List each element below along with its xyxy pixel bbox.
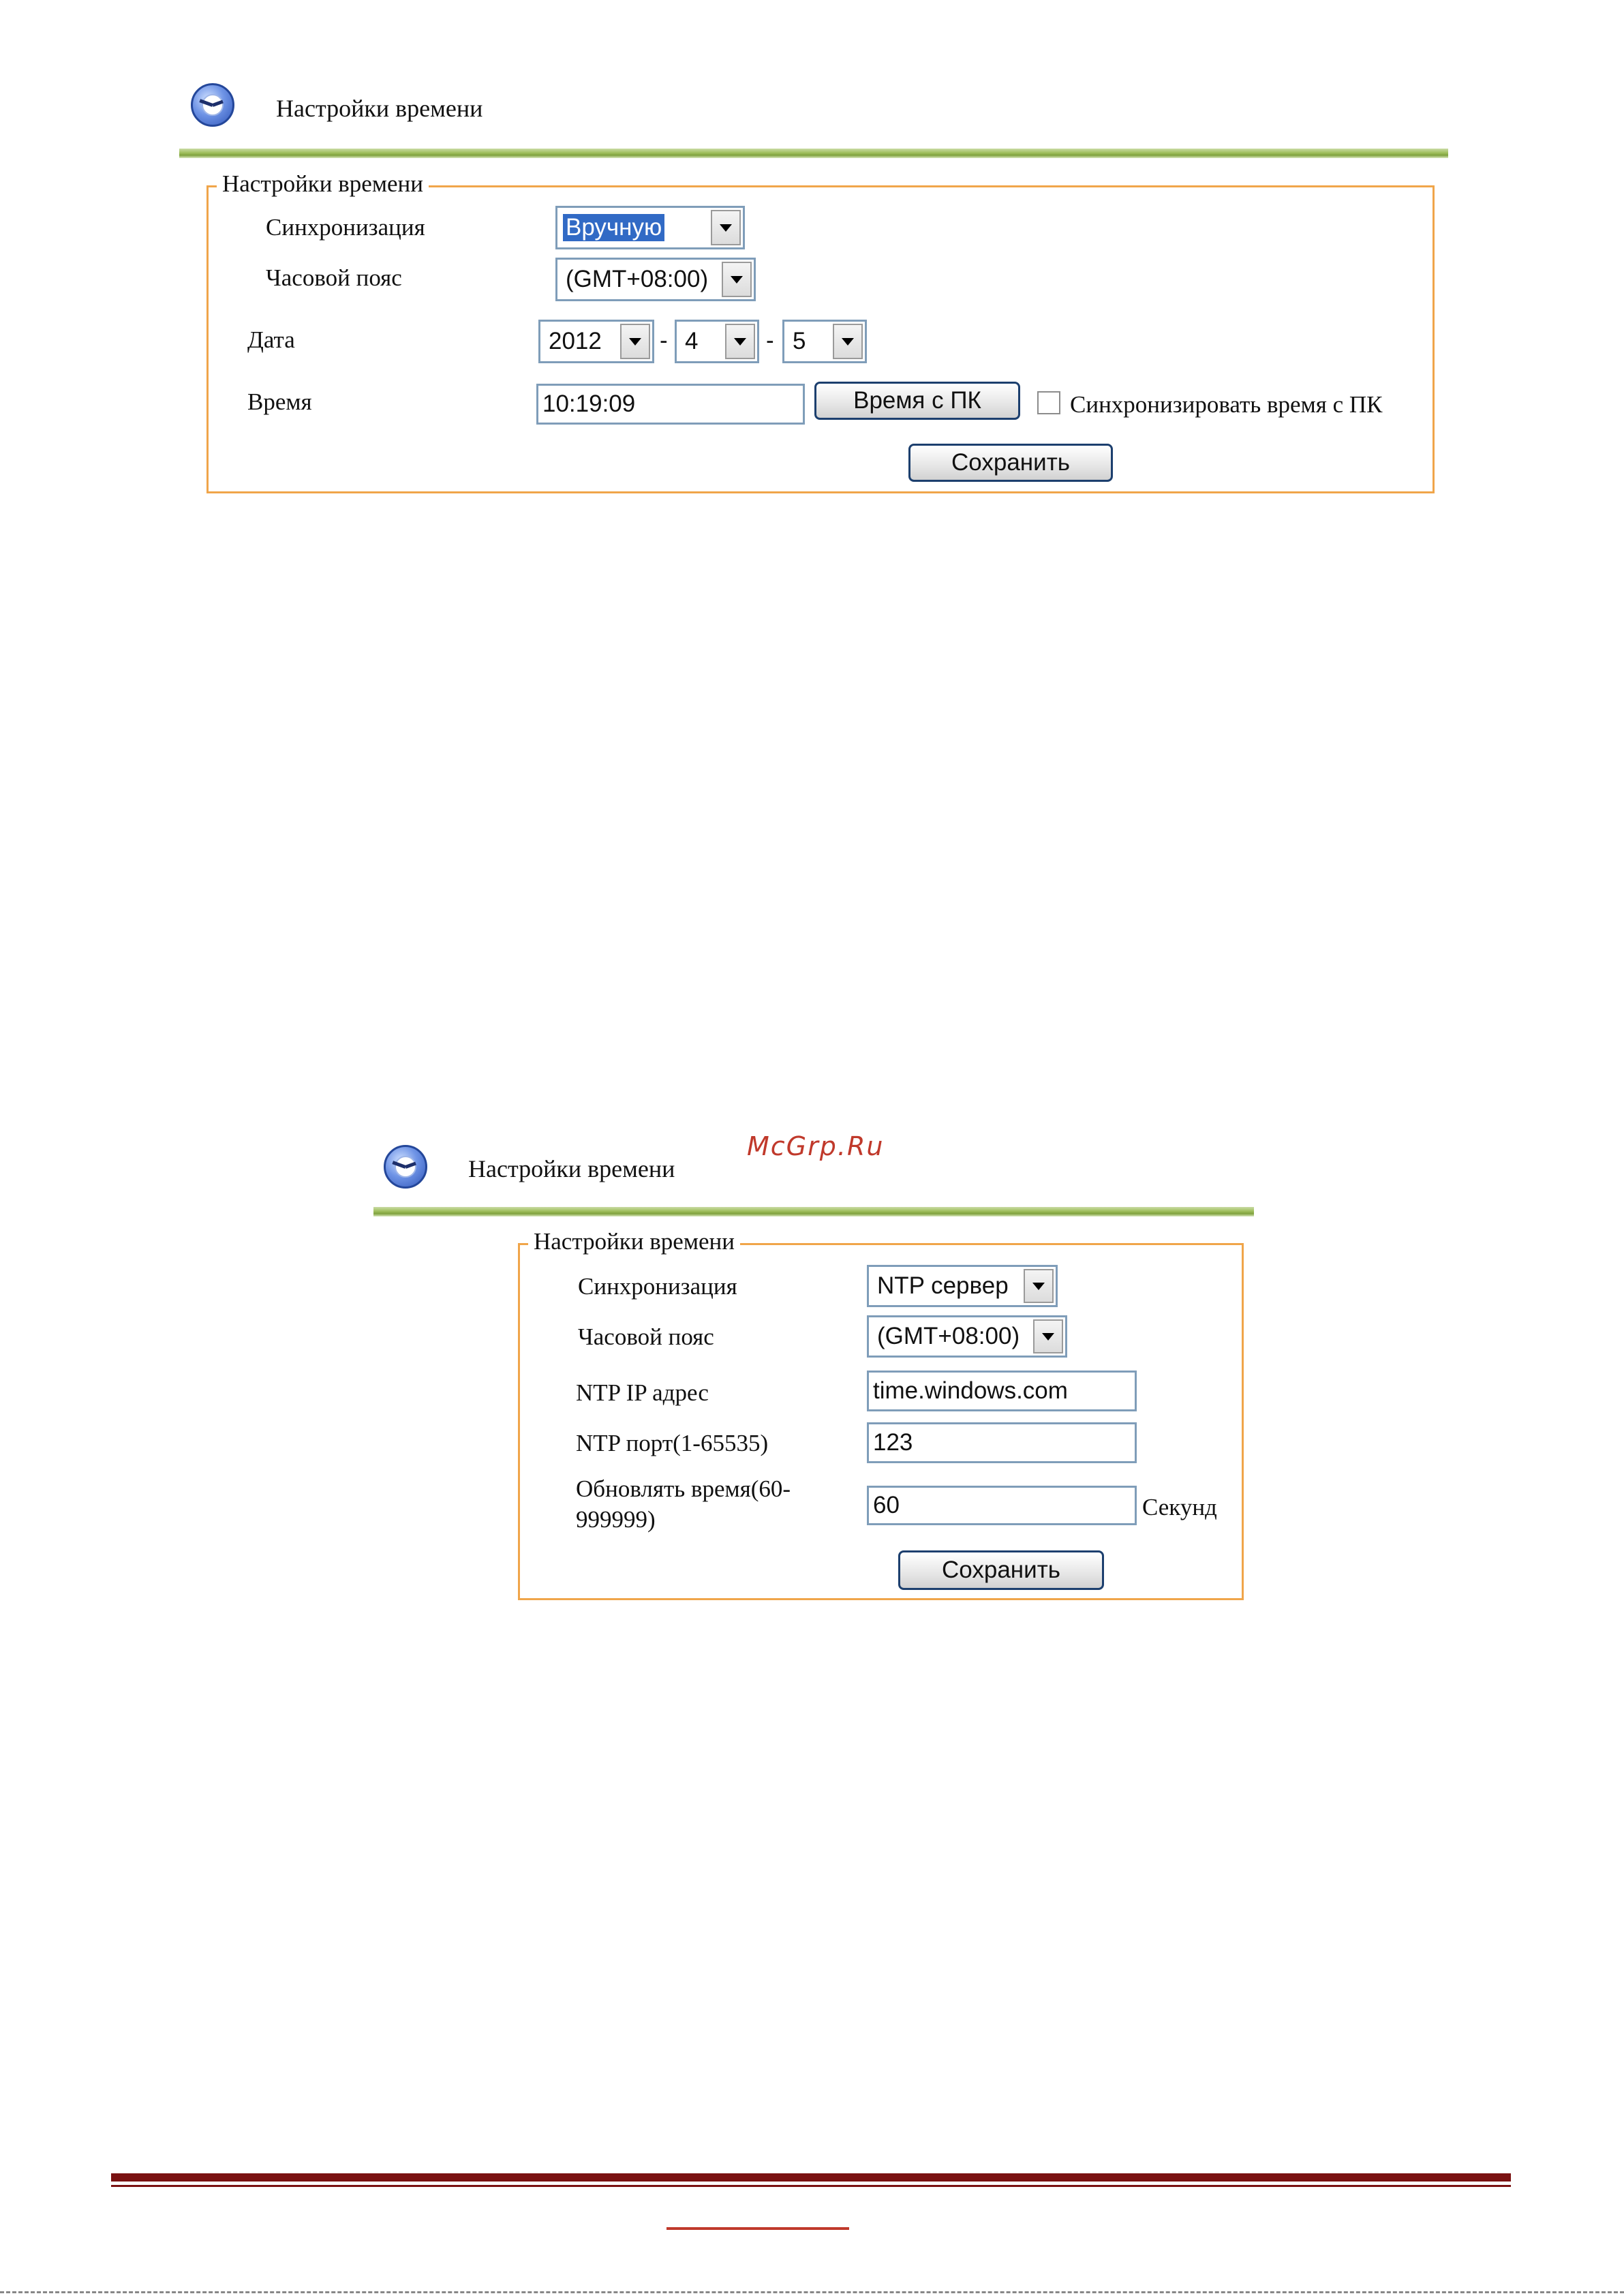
clock-icon [191, 83, 234, 127]
save-label: Сохранить [942, 1557, 1060, 1583]
ntp-ip-label: NTP IP адрес [576, 1379, 709, 1406]
header-rule [373, 1207, 1254, 1216]
ntp-ip-value: time.windows.com [873, 1377, 1068, 1404]
sync-select[interactable] [555, 206, 745, 249]
chevron-down-icon[interactable] [1024, 1269, 1054, 1303]
date-separator: - [766, 327, 774, 354]
time-from-pc-button[interactable] [814, 382, 1020, 420]
update-interval-unit: Секунд [1142, 1494, 1217, 1520]
chevron-down-icon[interactable] [833, 324, 863, 359]
date-separator: - [660, 327, 668, 354]
update-interval-label-line1: Обновлять время(60- [576, 1475, 791, 1502]
date-label: Дата [247, 326, 295, 353]
header-rule [179, 149, 1448, 158]
date-year-select[interactable] [538, 320, 654, 363]
ntp-port-label: NTP порт(1-65535) [576, 1430, 769, 1456]
timezone-select-value: (GMT+08:00) [877, 1323, 1020, 1349]
time-from-pc-label: Время с ПК [853, 387, 981, 414]
date-month-value: 4 [685, 328, 699, 354]
sync-label: Синхронизация [578, 1273, 737, 1300]
date-year-value: 2012 [549, 328, 602, 354]
chevron-down-icon[interactable] [1033, 1319, 1063, 1353]
update-interval-value: 60 [873, 1492, 900, 1518]
sync-with-pc-checkbox[interactable] [1037, 391, 1060, 414]
time-input-value: 10:19:09 [542, 391, 636, 417]
page-bottom-edge [0, 2291, 1624, 2295]
footer-rule-thin [111, 2185, 1511, 2187]
save-button[interactable] [908, 444, 1113, 482]
sync-select-value: Вручную [563, 214, 664, 241]
save-label: Сохранить [951, 449, 1070, 476]
footer-link-underline [667, 2227, 849, 2230]
update-interval-label-line2: 999999) [576, 1506, 656, 1533]
page-title: Настройки времени [276, 95, 483, 122]
chevron-down-icon[interactable] [620, 324, 650, 359]
sync-select-value: NTP сервер [877, 1272, 1009, 1299]
date-month-select[interactable] [675, 320, 759, 363]
chevron-down-icon[interactable] [722, 262, 752, 297]
ntp-port-input[interactable] [867, 1422, 1137, 1463]
update-interval-input[interactable] [867, 1486, 1137, 1525]
sync-select[interactable] [867, 1265, 1058, 1307]
time-label: Время [247, 388, 312, 415]
watermark: McGrp.Ru [747, 1131, 885, 1161]
save-button[interactable] [898, 1550, 1104, 1590]
panel-legend: Настройки времени [217, 170, 429, 198]
panel-legend: Настройки времени [528, 1228, 740, 1255]
chevron-down-icon[interactable] [711, 210, 741, 245]
footer-rule [111, 2173, 1511, 2182]
date-day-select[interactable] [782, 320, 867, 363]
timezone-select-value: (GMT+08:00) [566, 266, 709, 292]
ntp-port-value: 123 [873, 1429, 913, 1456]
timezone-select[interactable] [867, 1315, 1067, 1358]
sync-label: Синхронизация [266, 214, 425, 241]
date-day-value: 5 [793, 328, 806, 354]
timezone-label: Часовой пояс [266, 264, 402, 291]
timezone-label: Часовой пояс [578, 1323, 714, 1350]
sync-with-pc-label: Синхронизировать время с ПК [1070, 391, 1383, 418]
ntp-ip-input[interactable] [867, 1371, 1137, 1411]
timezone-select[interactable] [555, 258, 756, 301]
time-input[interactable] [536, 384, 805, 425]
page-title: Настройки времени [468, 1155, 675, 1182]
chevron-down-icon[interactable] [725, 324, 755, 359]
clock-icon [384, 1145, 427, 1189]
